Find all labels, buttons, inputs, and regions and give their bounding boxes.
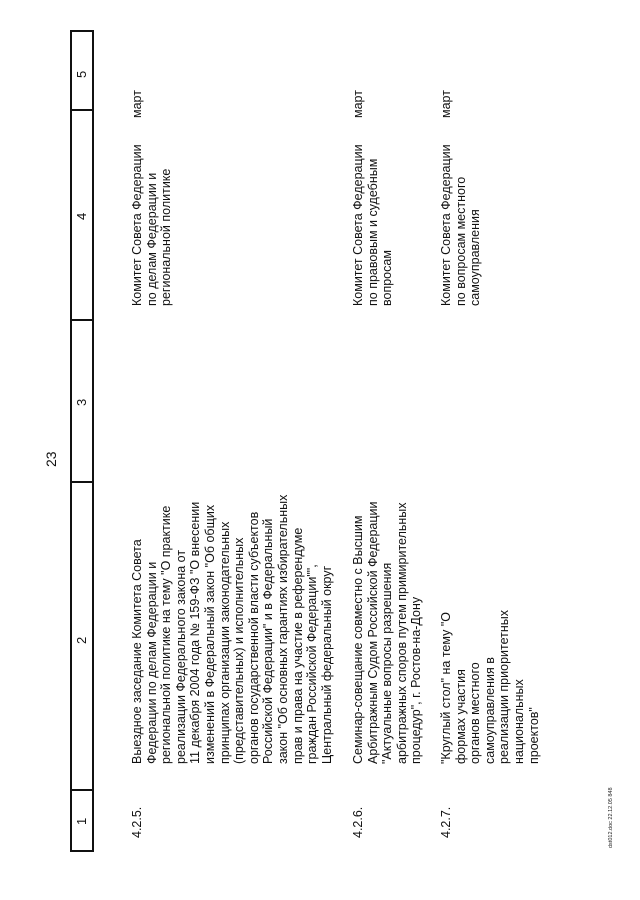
- event-description: Семинар-совещание совместно с Высшим Арбитражным Судом Российской Федерации "Актуальные вопросы разрешения арбитражных споров путем примирительных процедур", г. Ростов-на-Дону: [351, 501, 424, 764]
- row-number: 4.2.5.: [130, 806, 144, 838]
- event-description: Выездное заседание Комитета Совета Федерации по делам Федерации и региональной политике на тему "О практике реализации Федерального закона от 11 декабря 2004 года № 159-ФЗ "О внесении изменений в Федеральный закон "Об общих принципах организации законодательных (представительных) и исполнительных органов государственной власти субъектов Российской Федерации" и в Федеральный закон "Об основных гарантиях избирательных прав и права на участие в референдуме граждан Российской Федерации"", Центральный федеральный округ: [130, 494, 334, 764]
- row-number: 4.2.7.: [439, 806, 453, 838]
- header-divider-4: [70, 109, 94, 111]
- column-header-2: 2: [74, 636, 89, 644]
- responsible-committee: Комитет Совета Федерации по правовым и судебным вопросам: [351, 144, 395, 306]
- header-divider-1: [70, 789, 94, 791]
- header-line-top: [70, 30, 72, 852]
- header-line-bottom: [92, 30, 94, 852]
- page-number: 23: [43, 451, 59, 467]
- responsible-committee: Комитет Совета Федерации по вопросам местного самоуправления: [439, 144, 483, 306]
- column-header-3: 3: [74, 398, 89, 406]
- responsible-committee: Комитет Совета Федерации по делам Федерации и региональной политике: [130, 144, 174, 306]
- header-divider-3: [70, 319, 94, 321]
- document-code: dst012.doc 22.12.05 848: [608, 787, 614, 848]
- event-month: март: [351, 90, 365, 118]
- event-month: март: [130, 90, 144, 118]
- column-header-1: 1: [74, 817, 89, 825]
- column-header-5: 5: [74, 70, 89, 78]
- header-divider-2: [70, 481, 94, 483]
- row-number: 4.2.6.: [351, 806, 365, 838]
- header-line-right: [70, 30, 94, 32]
- event-month: март: [439, 90, 453, 118]
- header-line-left: [70, 850, 94, 852]
- column-header-4: 4: [74, 212, 89, 220]
- event-description: "Круглый стол" на тему "О формах участия органов местного самоуправления в реализации приоритетных национальных проектов": [439, 610, 541, 764]
